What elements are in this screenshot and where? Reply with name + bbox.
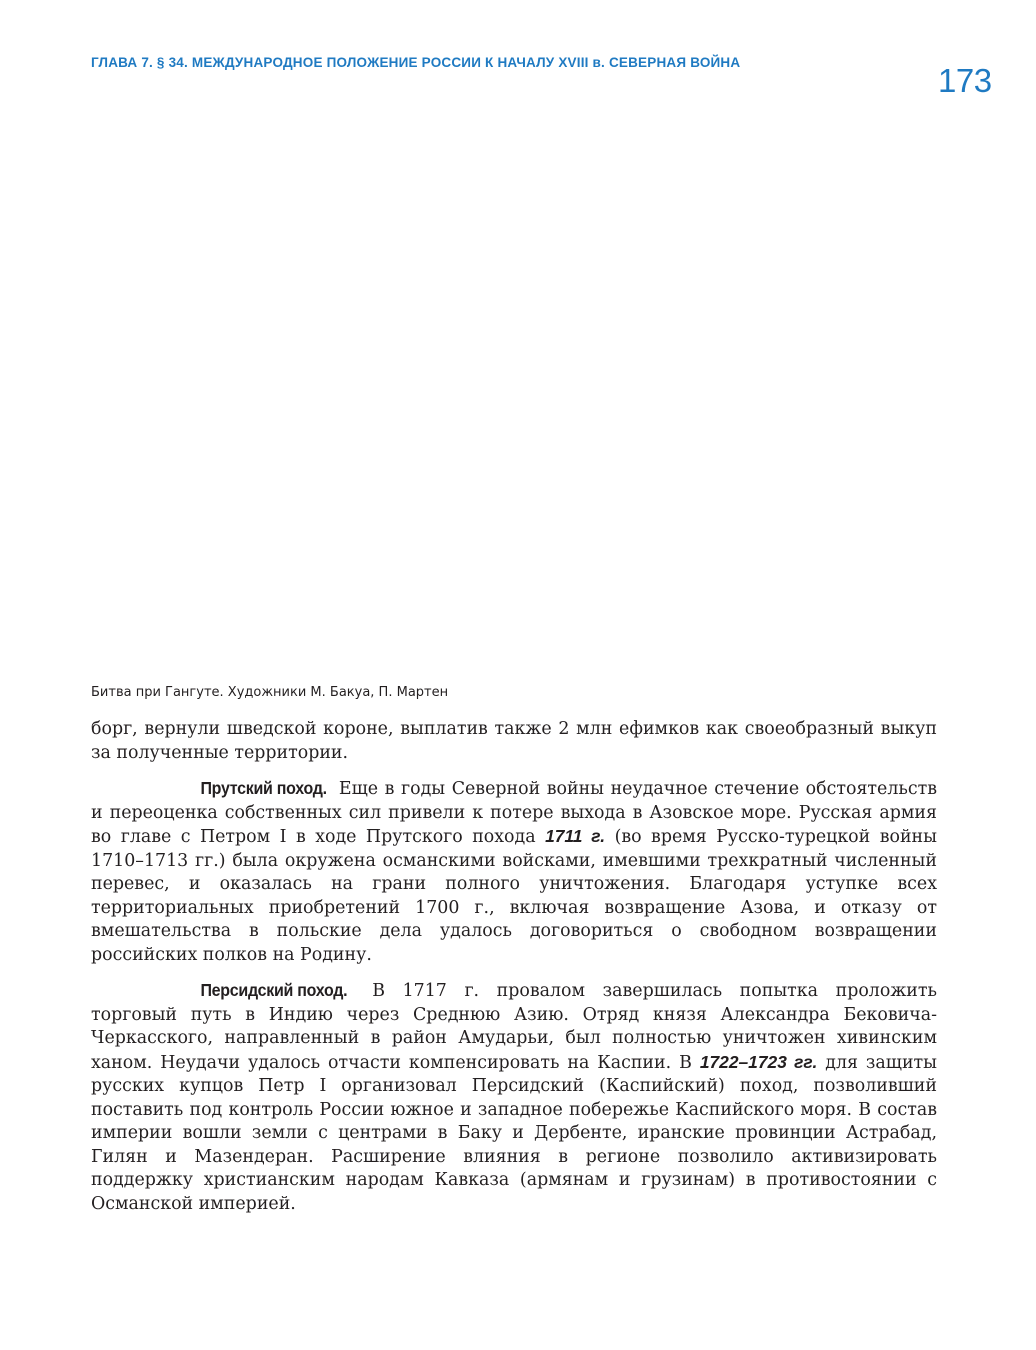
paragraph-text: для защиты русских купцов Петр I организовал Персидский (Каспийский) поход, позволивший поставить под контроль России южное и западное побережье Каспийского моря. В состав империи вошли земли с центрами в Баку и Дербенте, иранские провинции Астрабад, Гилян и Мазендеран. Расширение влияния в регионе позволило активизировать поддержку христианским народам Кавказа (армянам и грузинам) в противостоянии с Османской империей. bbox=[91, 1052, 937, 1214]
figure-caption: Битва при Гангуте. Художники М. Бакуа, П. Мартен bbox=[91, 685, 449, 700]
section-heading-persian: Персидский поход. bbox=[200, 980, 348, 1000]
body-text bbox=[91, 718, 937, 1228]
paragraph-persian-campaign bbox=[91, 979, 937, 1216]
section-heading-prut: Прутский поход. bbox=[200, 778, 327, 798]
paragraph-prut-campaign bbox=[91, 777, 937, 967]
date-highlight: 1722–1723 гг. bbox=[699, 1051, 818, 1072]
paragraph-text: (во время Русско-турецкой войны 1710–1713 гг.) была окружена османскими войсками, имевшими трехкратный численный перевес, и оказалась на грани полного уничтожения. Благодаря уступке всех территориальных приобретений 1700 г., включая возвращение Азова, и отказу от вмешательства в польские дела удалось договориться о свободном возвращении российских полков на Родину. bbox=[91, 827, 937, 965]
paragraph-text: Еще в годы Северной войны неудачное стечение обстоятельств и переоценка собственных сил привели к потере выхода в Азовское море. Русская армия во главе с Петром I в ходе Прутского похода bbox=[91, 779, 937, 847]
paragraph-continuation: борг, вернули шведской короне, выплатив также 2 млн ефимков как своеобразный выкуп за полученные территории. bbox=[91, 719, 937, 763]
page-number: 173 bbox=[938, 62, 992, 99]
running-head: ГЛАВА 7. § 34. МЕЖДУНАРОДНОЕ ПОЛОЖЕНИЕ РОССИИ К НАЧАЛУ XVIII в. СЕВЕРНАЯ ВОЙНА bbox=[91, 55, 741, 70]
illustration-area bbox=[91, 100, 946, 670]
paragraph-text: В 1717 г. провалом завершилась попытка проложить торговый путь в Индию через Среднюю Азию. Отряд князя Александра Бековича-Черкасского, направленный в район Амударьи, был полностью уничтожен хивинским ханом. Неудачи удалось отчасти компенсировать на Каспии. В bbox=[91, 981, 937, 1073]
date-highlight: 1711 г. bbox=[545, 826, 606, 846]
